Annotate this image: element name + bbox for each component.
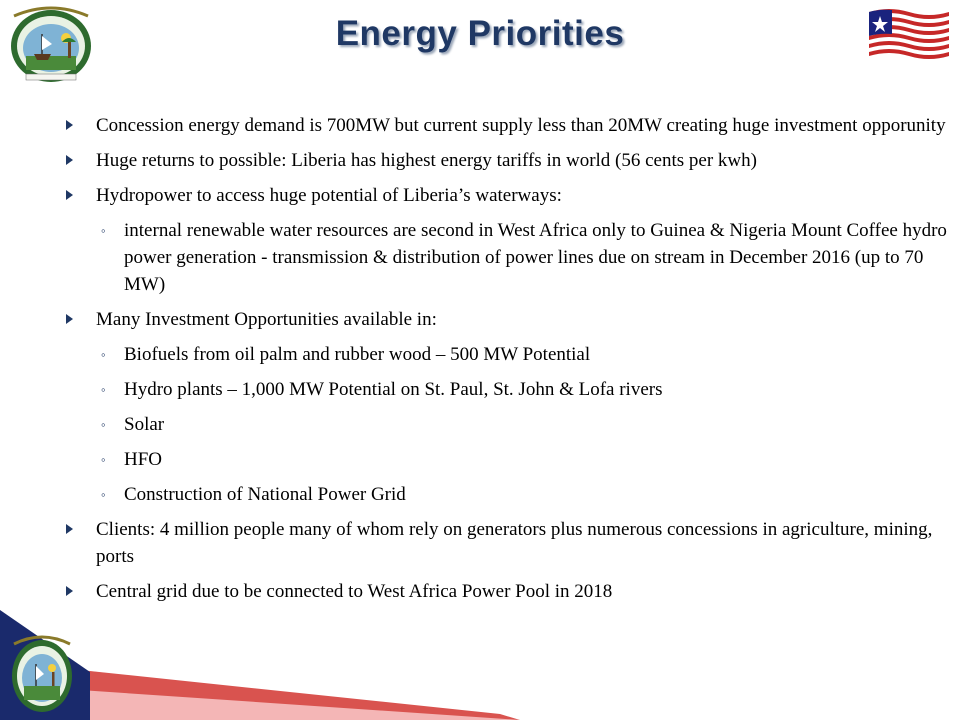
bullet-item — [66, 306, 950, 333]
triangle-bullet-icon — [66, 120, 73, 130]
sub-bullet-item — [66, 341, 950, 368]
triangle-bullet-icon — [66, 524, 73, 534]
sub-bullet-item — [66, 376, 950, 403]
bullet-text: Many Investment Opportunities available in: — [96, 309, 437, 330]
sub-bullet-text: HFO — [124, 449, 163, 470]
bullet-item — [66, 578, 950, 605]
circle-bullet-icon: ◦ — [101, 487, 106, 502]
sub-bullet-text: Biofuels from oil palm and rubber wood – 500 MW Potential — [124, 344, 591, 365]
sub-bullet-text: internal renewable water resources are second in West Africa only to Guinea & Nigeria Mount Coffee hydro power generation - transmission & distribution of power lines due on stream in December 2016 (up to 70 MW) — [124, 220, 947, 295]
bullet-text: Huge returns to possible: Liberia has highest energy tariffs in world (56 cents per kwh) — [96, 150, 757, 171]
triangle-bullet-icon — [66, 314, 73, 324]
sub-bullet-item — [66, 411, 950, 438]
slide-title: Energy Priorities — [335, 14, 625, 53]
liberia-flag-icon — [864, 4, 954, 64]
liberia-seal-icon — [8, 632, 76, 716]
circle-bullet-icon: ◦ — [101, 223, 106, 238]
sub-bullet-item — [66, 481, 950, 508]
bullet-item — [66, 182, 950, 209]
bullet-item — [66, 516, 950, 570]
sub-bullet-text: Solar — [124, 414, 165, 435]
bottom-decoration — [0, 610, 960, 720]
triangle-bullet-icon — [66, 155, 73, 165]
sub-bullet-text: Construction of National Power Grid — [124, 484, 406, 505]
bullet-text: Concession energy demand is 700MW but current supply less than 20MW creating huge investment opporunity — [96, 115, 946, 136]
sub-bullet-item — [66, 446, 950, 473]
bullet-text: Clients: 4 million people many of whom rely on generators plus numerous concessions in agriculture, mining, ports — [96, 519, 933, 567]
bullet-text: Central grid due to be connected to West Africa Power Pool in 2018 — [96, 581, 613, 602]
circle-bullet-icon: ◦ — [101, 382, 106, 397]
bullet-list — [66, 112, 950, 613]
circle-bullet-icon: ◦ — [101, 452, 106, 467]
sub-bullet-item — [66, 217, 950, 298]
bullet-item — [66, 112, 950, 139]
circle-bullet-icon: ◦ — [101, 417, 106, 432]
bullet-text: Hydropower to access huge potential of Liberia’s waterways: — [96, 185, 562, 206]
triangle-bullet-icon — [66, 190, 73, 200]
triangle-bullet-icon — [66, 586, 73, 596]
sub-bullet-text: Hydro plants – 1,000 MW Potential on St. Paul, St. John & Lofa rivers — [124, 379, 663, 400]
circle-bullet-icon: ◦ — [101, 347, 106, 362]
bullet-item — [66, 147, 950, 174]
